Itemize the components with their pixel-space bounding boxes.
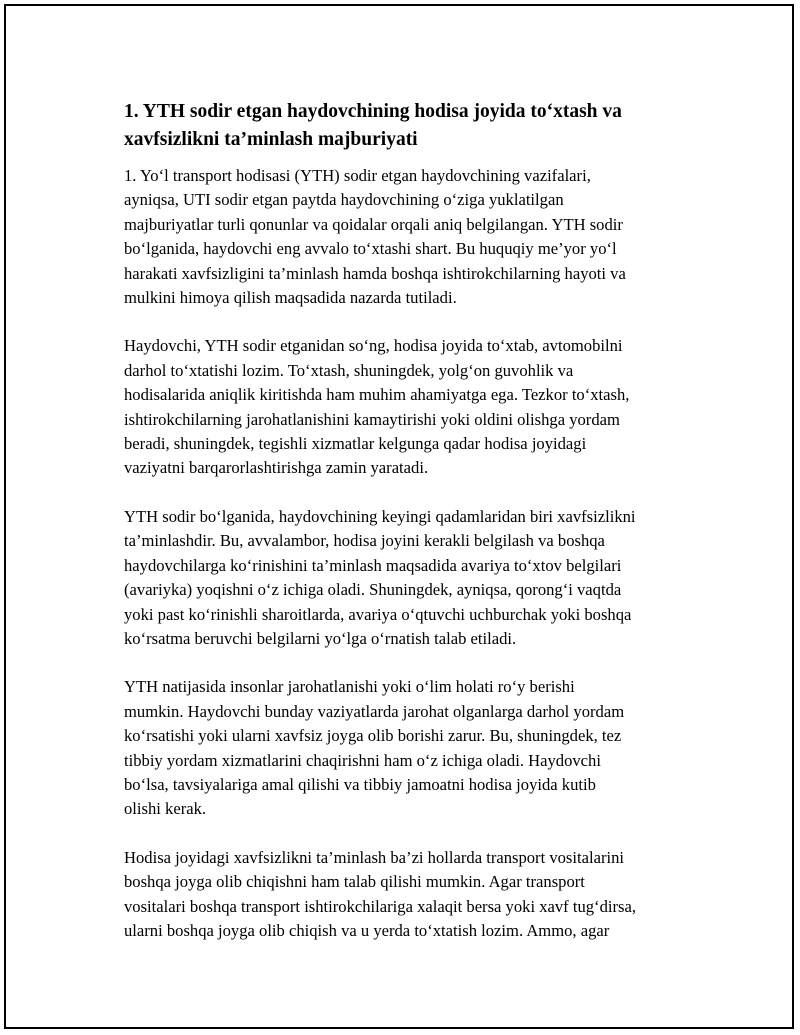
page-frame <box>4 4 794 1029</box>
paragraph-5: Hodisa joyidagi xavfsizlikni ta’minlash ba’zi hollarda transport vositalarini boshqa joyga olib chiqishni ham talab qilishi mumkin. Agar transport vositalari boshqa transport ishtirokchilariga xalaqit bersa yoki xavf tug‘dirsa, ularni boshqa joyga olib chiqish va u yerda to‘xtatish lozim. Ammo, agar <box>124 847 636 940</box>
paragraph-1: 1. Yo‘l transport hodisasi (YTH) sodir etgan haydovchining vazifalari, ayniqsa, UTI sodir etgan paytda haydovchining o‘ziga yuklatilgan majburiyatlar turli qonunlar va qoidalar orqali aniq belgilangan. YTH sodir bo‘lganida, haydovchi eng avvalo to‘xtashi shart. Bu huquqiy me’yor yo‘l harakati xavfsizligini ta’minlash hamda boshqa ishtirokchilarning hayoti va mulkini himoya qilish maqsadida nazarda tutiladi. <box>124 166 626 308</box>
document-body <box>124 98 692 967</box>
paragraph-3: YTH sodir bo‘lganida, haydovchining keyingi qadamlaridan biri xavfsizlikni ta’minlashdir. Bu, avvalambor, hodisa joyini kerakli belgilash va boshqa haydovchilarga ko‘rinishini ta’minlash maqsadida avariya to‘xtov belgilari (avariyka) yoqishni o‘z ichiga oladi. Shuningdek, ayniqsa, qorong‘i vaqtda yoki past ko‘rinishli sharoitlarda, avariya o‘qtuvchi uchburchak yoki boshqa ko‘rsatma beruvchi belgilarni yo‘lga o‘rnatish talab etiladi. <box>124 506 636 648</box>
paragraph-2: Haydovchi, YTH sodir etganidan so‘ng, hodisa joyida to‘xtab, avtomobilni darhol to‘xtatishi lozim. To‘xtash, shuningdek, yolg‘on guvohlik va hodisalarida aniqlik kiritishda ham muhim ahamiyatga ega. Tezkor to‘xtash, ishtirokchilarning jarohatlanishini kamaytirishi yoki oldini olishga yordam beradi, shuningdek, tegishli xizmatlar kelgunga qadar hodisa joyidagi vaziyatni barqarorlashtirishga zamin yaratadi. <box>124 336 630 478</box>
paragraph-4: YTH natijasida insonlar jarohatlanishi yoki o‘lim holati ro‘y berishi mumkin. Haydovchi bunday vaziyatlarda jarohat olganlarga darhol yordam ko‘rsatishi yoki ularni xavfsiz joyga olib borishi zarur. Bu, shuningdek, tez tibbiy yordam xizmatlarini chaqirishni ham o‘z ichiga oladi. Haydovchi bo‘lsa, tavsiyalariga amal qilishi va tibbiy jamoatni hodisa joyida kutib olishi kerak. <box>124 677 625 819</box>
section-heading: 1. YTH sodir etgan haydovchining hodisa joyida to‘xtash va xavfsizlikni ta’minlash majburiyati <box>124 101 622 150</box>
